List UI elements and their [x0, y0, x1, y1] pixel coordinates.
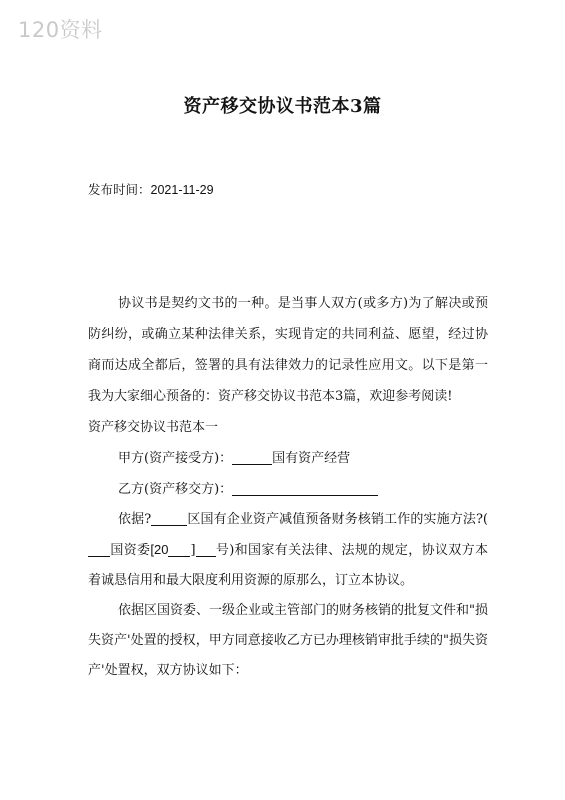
publish-date: 2021-11-29 [150, 183, 214, 197]
party-b-label: 乙方(资产移交方)： [118, 482, 233, 497]
publish-info [88, 180, 214, 198]
blank-line [196, 540, 216, 557]
party-b-line [88, 474, 488, 505]
blank-line [151, 509, 187, 526]
basis-paragraph [88, 505, 488, 596]
basis-text: 国资委[20 [110, 542, 169, 557]
authorization-paragraph: 依据区国资委、一级企业或主管部门的财务核销的批复文件和"损失资产'处置的授权，甲方同意接收乙方已办理核销审批手续的"损失资产'处置权，双方协议如下： [88, 603, 488, 678]
publish-label: 发布时间： [88, 182, 151, 197]
section-heading: 资产移交协议书范本一 [88, 420, 219, 435]
basis-text: 依据? [118, 512, 152, 527]
blank-line [232, 479, 378, 496]
party-a-label: 甲方(资产接受方)： [118, 451, 233, 466]
intro-paragraph: 协议书是契约文书的一种。是当事人双方(或多方)为了解决或预防纠纷，或确立某种法律关系，实现肯定的共同利益、愿望，经过协商而达成全都后，签署的具有法律效力的记录性应用文。以下是第一我为大家细心预备的：资产移交协议书范本3篇，欢迎参考阅读! [88, 296, 488, 404]
party-a-line [88, 443, 488, 474]
blank-line [168, 540, 190, 557]
document-body [88, 288, 488, 686]
party-a-value: 国有资产经营 [272, 451, 351, 466]
basis-text: ] [190, 543, 196, 558]
watermark-logo: 120资料 [18, 18, 103, 42]
document-title: 资产移交协议书范本3篇 [183, 96, 382, 117]
blank-line [88, 540, 110, 557]
basis-text: 区国有企业资产减值预备财务核销工作的实施方法?( [187, 512, 488, 527]
blank-line [232, 448, 272, 465]
basis-text: 号)和国家有关法律、法规的规定，协议双方本着诚恳信用和最大限度利用资源的原那么，订立本协议。 [88, 543, 488, 588]
